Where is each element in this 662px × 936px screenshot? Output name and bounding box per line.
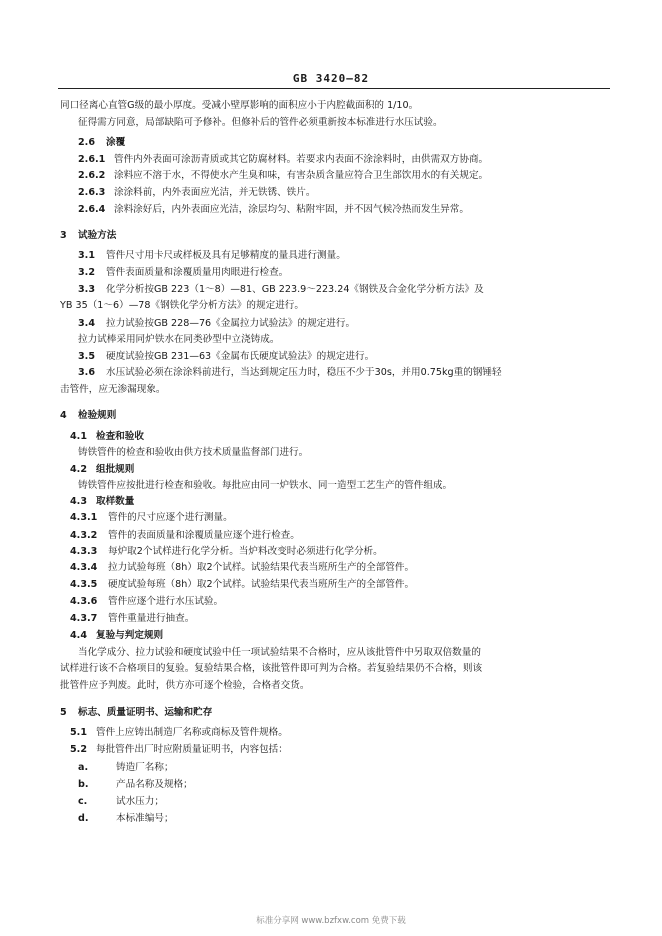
clause-text: 硬度试验按GB 231—63《金属布氏硬度试验法》的规定进行。 [106, 351, 375, 362]
clause-text: 管件内外表面可涂沥青质或其它防腐材料。若要求内表面不涂涂料时，由供需双方协商。 [114, 154, 489, 165]
clause-text: 管件表面质量和涂覆质量用肉眼进行检查。 [106, 267, 289, 278]
clause-number: 2.6.4 [78, 204, 106, 215]
clause-text: 硬度试验每班（8h）取2个试样。试验结果代表当班所生产的全部管件。 [108, 579, 415, 590]
section-4-4 [70, 630, 163, 642]
clause-number: 2.6.2 [78, 170, 106, 181]
clause-2-6-4 [78, 204, 469, 216]
clause-continuation: YB 35（1～6）—78《钢铁化学分析方法》的规定进行。 [60, 300, 304, 311]
section-number: 4.4 [70, 630, 87, 641]
header-rule [58, 88, 610, 89]
chapter-number: 3 [60, 230, 67, 241]
clause-4-3-1 [70, 512, 233, 524]
list-text: 铸造厂名称； [116, 762, 174, 773]
clause-text: 涂料应不溶于水，不得使水产生臭和味，有害杂质含量应符合卫生部饮用水的有关规定。 [114, 170, 489, 181]
list-text: 产品名称及规格； [116, 779, 193, 790]
clause-number: 3.5 [78, 351, 95, 362]
paragraph: 铸铁管件应按批进行检查和验收。每批应由同一炉铁水、同一造型工艺生产的管件组成。 [78, 480, 453, 491]
clause-text: 每批管件出厂时应附质量证明书，内容包括： [96, 744, 288, 755]
section-title: 复验与判定规则 [96, 630, 164, 641]
clause-number: 2.6.3 [78, 187, 106, 198]
section-number: 2.6 [78, 137, 95, 148]
clause-number: 3.6 [78, 367, 95, 378]
clause-number: 5.1 [70, 727, 87, 738]
clause-text: 拉力试验每班（8h）取2个试样。试验结果代表当班所生产的全部管件。 [108, 562, 415, 573]
clause-3-4 [78, 318, 355, 330]
clause-text: 管件重量进行抽查。 [108, 613, 195, 624]
clause-2-6-2 [78, 170, 488, 182]
clause-4-3-3 [70, 546, 383, 558]
clause-text: 涂涂料前，内外表面应光洁，并无铁锈、铁片。 [114, 187, 316, 198]
clause-text: 化学分析按GB 223（1～8）—81、GB 223.9～223.24《钢铁及合金化学分析方法》及 [106, 284, 484, 295]
clause-4-3-4 [70, 562, 414, 574]
clause-number: 3.4 [78, 318, 95, 329]
paragraph-continuation: 试样进行该不合格项目的复验。复验结果合格，该批管件即可判为合格。若复验结果仍不合格，则该 [60, 663, 483, 674]
clause-text: 涂料涂好后，内外表面应光洁，涂层均匀、粘附牢固，并不因气候冷热而发生异常。 [114, 204, 469, 215]
list-text: 本标准编号； [116, 813, 174, 824]
list-marker: c. [78, 796, 88, 807]
clause-number: 5.2 [70, 744, 87, 755]
clause-3-3 [78, 284, 484, 296]
list-item [78, 796, 164, 808]
paragraph: 铸铁管件的检查和验收由供方技术质量监督部门进行。 [78, 447, 309, 458]
list-item [78, 813, 174, 825]
list-item [78, 762, 174, 774]
clause-5-2 [70, 744, 288, 756]
clause-number: 4.3.1 [70, 512, 98, 523]
clause-text: 管件的表面质量和涂覆质量应逐个进行检查。 [108, 530, 300, 541]
list-marker: b. [78, 779, 89, 790]
chapter-number: 5 [60, 707, 67, 718]
section-number: 4.1 [70, 431, 87, 442]
clause-text: 水压试验必须在涂涂料前进行，当达到规定压力时，稳压不少于30s，并用0.75kg重的钢锤轻 [106, 367, 502, 378]
chapter-3 [60, 230, 116, 242]
section-2-6 [78, 137, 125, 149]
clause-number: 4.3.2 [70, 530, 98, 541]
section-title: 检查和验收 [96, 431, 144, 442]
watermark-footer: 标准分享网 www.bzfxw.com 免费下载 [256, 916, 406, 926]
clause-continuation: 拉力试棒采用同炉铁水在同类砂型中立浇铸成。 [78, 334, 280, 345]
list-text: 试水压力； [116, 796, 164, 807]
clause-3-5 [78, 351, 374, 363]
chapter-title: 检验规则 [78, 410, 117, 421]
clause-4-3-7 [70, 613, 194, 625]
list-marker: a. [78, 762, 89, 773]
chapter-4 [60, 410, 116, 422]
section-number: 4.2 [70, 464, 87, 475]
clause-5-1 [70, 727, 288, 739]
paragraph-continuation: 批管件应予判废。此时，供方亦可逐个检验，合格者交货。 [60, 680, 310, 691]
clause-3-2 [78, 267, 288, 279]
chapter-5 [60, 707, 212, 719]
clause-number: 4.3.7 [70, 613, 98, 624]
clause-number: 3.1 [78, 250, 95, 261]
section-number: 4.3 [70, 496, 87, 507]
clause-number: 4.3.5 [70, 579, 98, 590]
section-title: 组批规则 [96, 464, 135, 475]
clause-4-3-2 [70, 530, 300, 542]
clause-number: 4.3.4 [70, 562, 98, 573]
clause-3-1 [78, 250, 346, 262]
clause-2-6-1 [78, 154, 488, 166]
clause-text: 管件尺寸用卡尺或样板及具有足够精度的量具进行测量。 [106, 250, 346, 261]
clause-continuation: 击管件，应无渗漏现象。 [60, 384, 166, 395]
section-4-1 [70, 431, 144, 443]
list-marker: d. [78, 813, 89, 824]
clause-text: 每炉取2个试样进行化学分析。当炉料改变时必须进行化学分析。 [108, 546, 383, 557]
clause-number: 4.3.3 [70, 546, 98, 557]
paragraph: 征得需方同意，局部缺陷可予修补。但修补后的管件必须重新按本标准进行水压试验。 [78, 117, 443, 128]
clause-text: 管件的尺寸应逐个进行测量。 [108, 512, 233, 523]
chapter-number: 4 [60, 410, 67, 421]
clause-number: 4.3.6 [70, 596, 98, 607]
chapter-title: 标志、质量证明书、运输和贮存 [78, 707, 213, 718]
section-4-2 [70, 464, 134, 476]
clause-number: 2.6.1 [78, 154, 106, 165]
section-title: 涂覆 [106, 137, 126, 148]
chapter-title: 试验方法 [78, 230, 117, 241]
clause-number: 3.2 [78, 267, 95, 278]
paragraph: 当化学成分、拉力试验和硬度试验中任一项试验结果不合格时，应从该批管件中另取双倍数量的 [78, 647, 481, 658]
clause-3-6 [78, 367, 502, 379]
clause-text: 拉力试验按GB 228—76《金属拉力试验法》的规定进行。 [106, 318, 356, 329]
section-title: 取样数量 [96, 496, 135, 507]
clause-number: 3.3 [78, 284, 95, 295]
clause-text: 管件上应铸出制造厂名称或商标及管件规格。 [96, 727, 288, 738]
paragraph-continuation: 同口径离心直管G级的最小厚度。受减小壁厚影响的面积应小于内腔截面积的 1/10。 [60, 100, 419, 111]
section-4-3 [70, 496, 134, 508]
clause-4-3-6 [70, 596, 223, 608]
list-item [78, 779, 193, 791]
clause-text: 管件应逐个进行水压试验。 [108, 596, 224, 607]
page-header: GB 3420—82 [292, 72, 370, 85]
clause-4-3-5 [70, 579, 414, 591]
clause-2-6-3 [78, 187, 315, 199]
